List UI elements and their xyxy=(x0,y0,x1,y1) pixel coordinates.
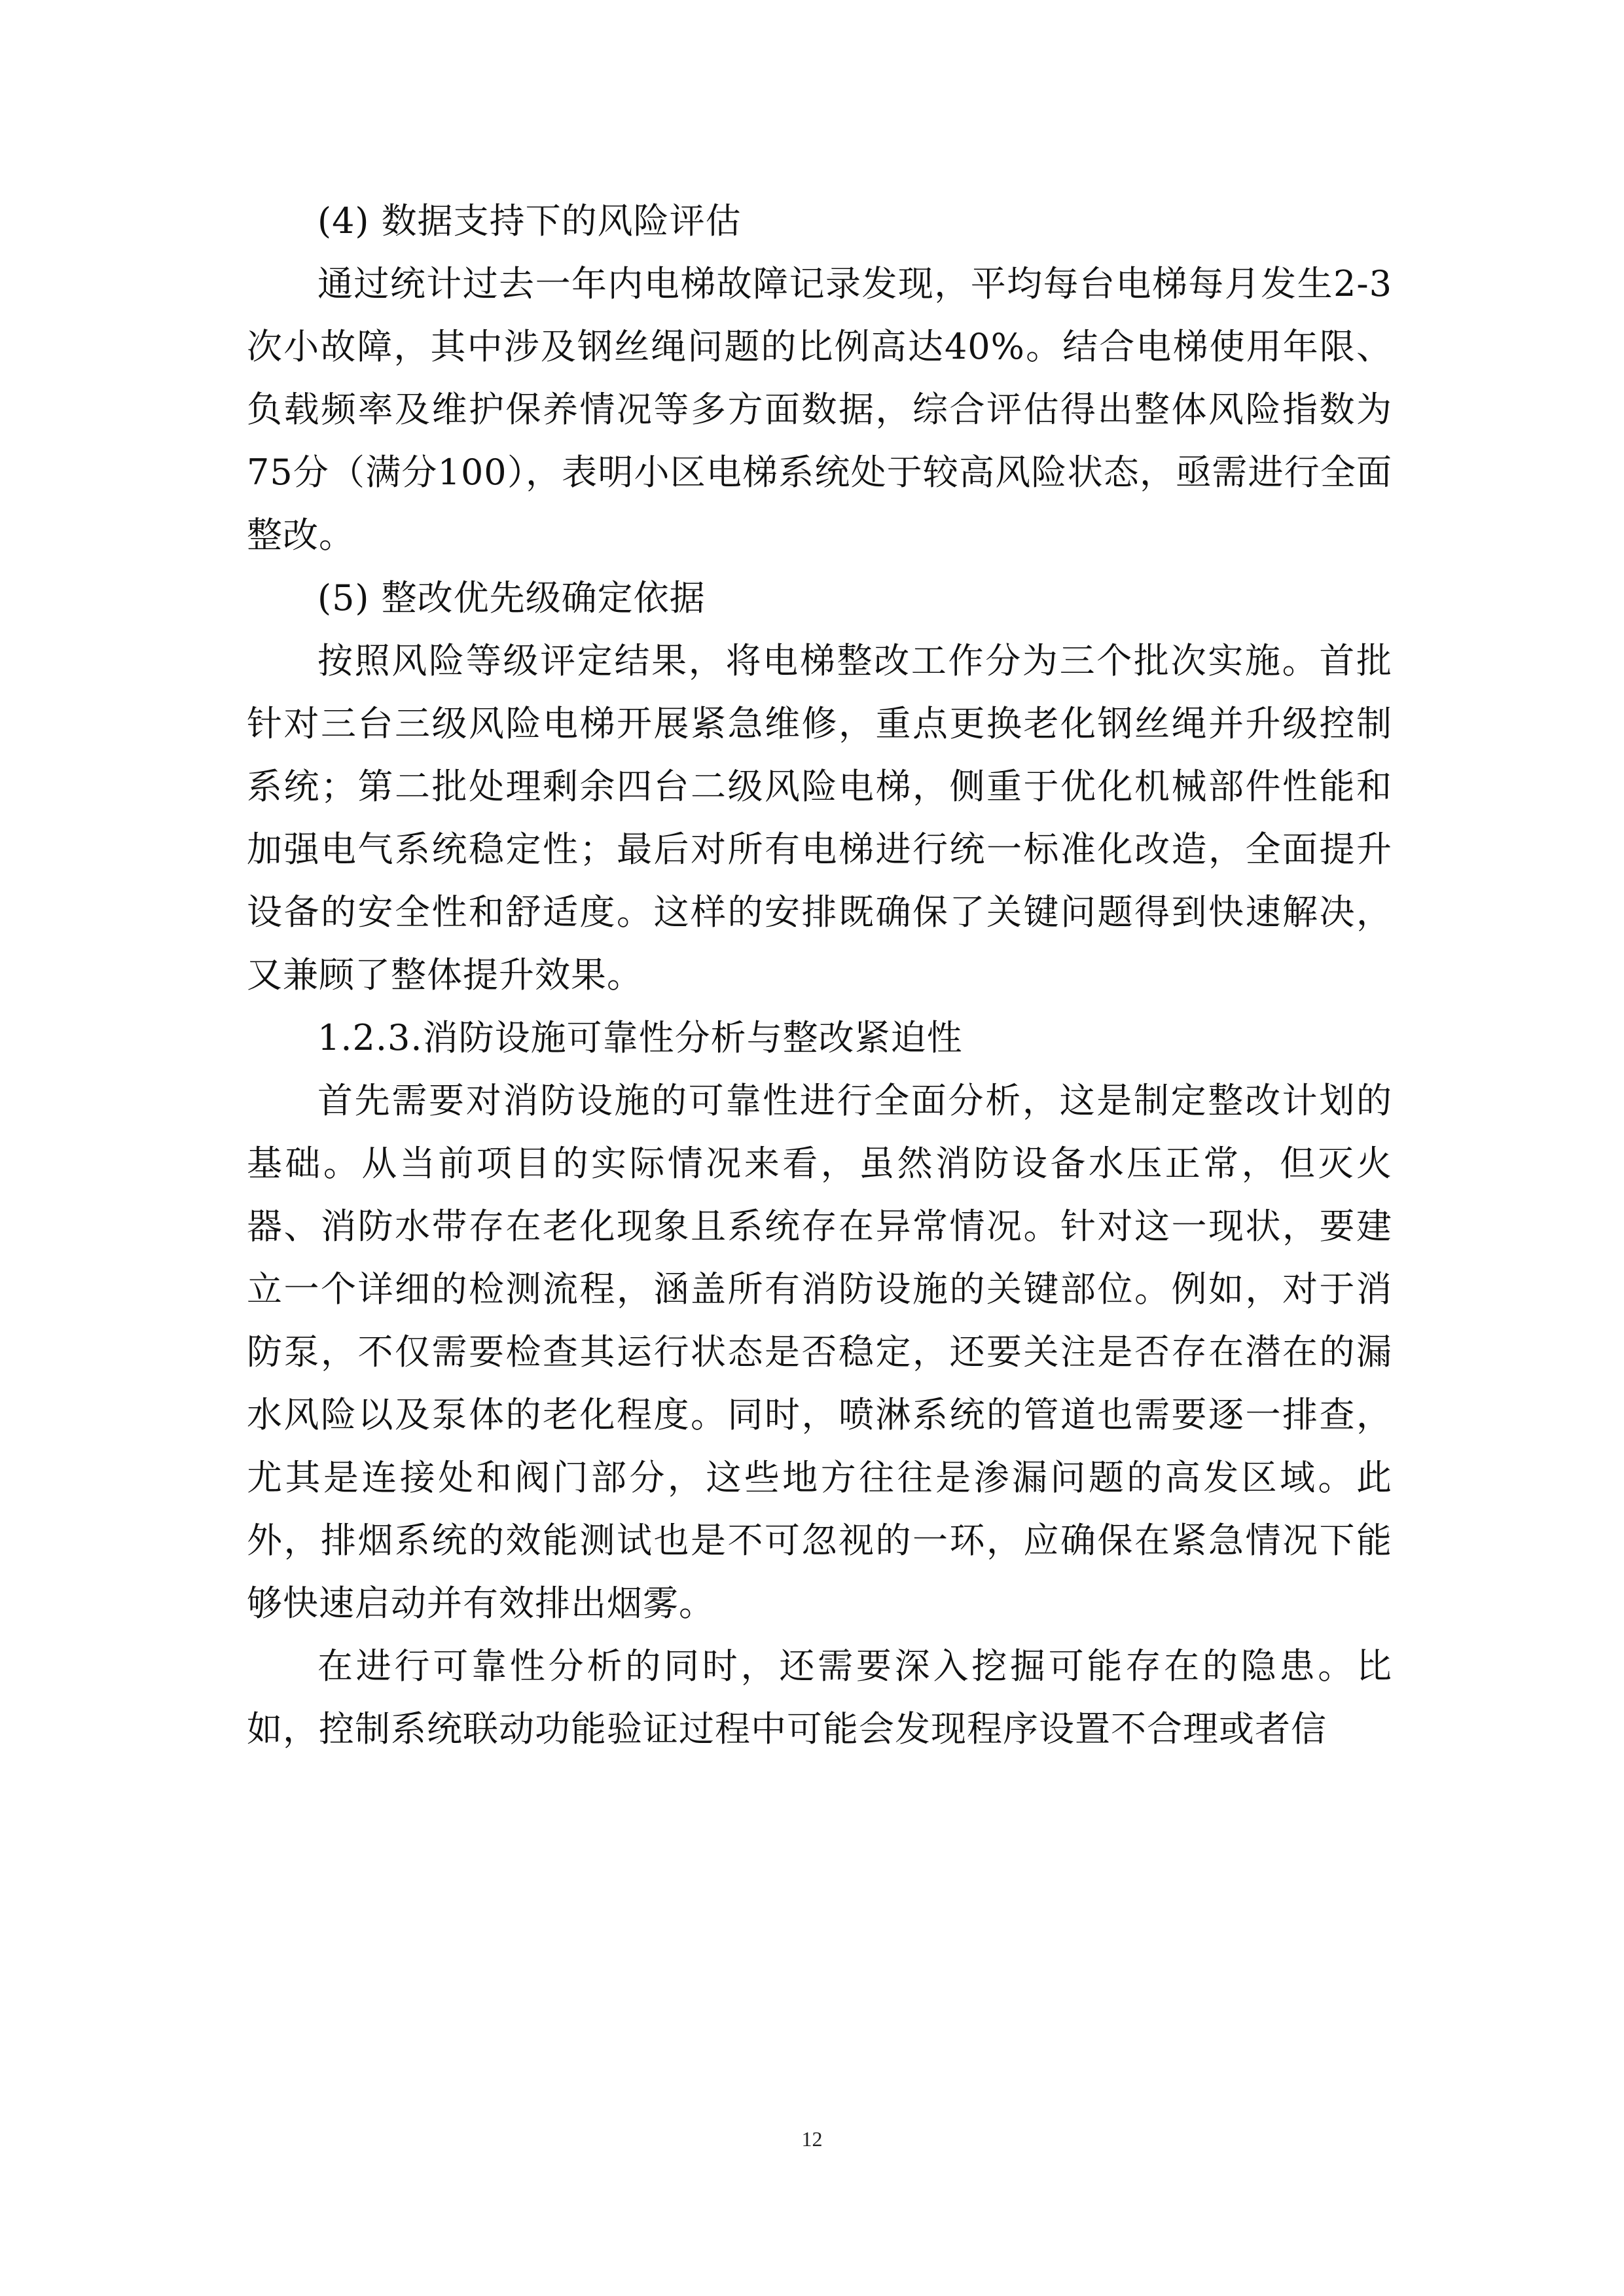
paragraph-priority-basis: 按照风险等级评定结果，将电梯整改工作分为三个批次实施。首批针对三台三级风险电梯开展紧急维修，重点更换老化钢丝绳并升级控制系统；第二批处理剩余四台二级风险电梯，侧重于优化机械部件性能和加强电气系统稳定性；最后对所有电梯进行统一标准化改造，全面提升设备的安全性和舒适度。这样的安排既确保了关键问题得到快速解决，又兼顾了整体提升效果。 xyxy=(247,640,1392,996)
section-heading-fire-facilities: 1.2.3.消防设施可靠性分析与整改紧迫性 xyxy=(317,1017,963,1058)
document-page xyxy=(247,190,1392,1761)
page-number: 12 xyxy=(801,2127,823,2151)
paragraph-fire-reliability: 首先需要对消防设施的可靠性进行全面分析，这是制定整改计划的基础。从当前项目的实际情况来看，虽然消防设备水压正常，但灭火器、消防水带存在老化现象且系统存在异常情况。针对这一现状，要建立一个详细的检测流程，涵盖所有消防设施的关键部位。例如，对于消防泵，不仅需要检查其运行状态是否稳定，还要关注是否存在潜在的漏水风险以及泵体的老化程度。同时，喷淋系统的管道也需要逐一排查，尤其是连接处和阀门部分，这些地方往往是渗漏问题的高发区域。此外，排烟系统的效能测试也是不可忽视的一环，应确保在紧急情况下能够快速启动并有效排出烟雾。 xyxy=(247,1080,1392,1624)
subheading-risk-assessment: (4) 数据支持下的风险评估 xyxy=(317,200,742,242)
paragraph-fire-hazards: 在进行可靠性分析的同时，还需要深入挖掘可能存在的隐患。比如，控制系统联动功能验证过程中可能会发现程序设置不合理或者信 xyxy=(247,1645,1392,1749)
subheading-priority-basis: (5) 整改优先级确定依据 xyxy=(317,577,706,619)
paragraph-risk-assessment: 通过统计过去一年内电梯故障记录发现，平均每台电梯每月发生2-3次小故障，其中涉及钢丝绳问题的比例高达40%。结合电梯使用年限、负载频率及维护保养情况等多方面数据，综合评估得出整体风险指数为75分（满分100），表明小区电梯系统处于较高风险状态，亟需进行全面整改。 xyxy=(247,263,1392,556)
